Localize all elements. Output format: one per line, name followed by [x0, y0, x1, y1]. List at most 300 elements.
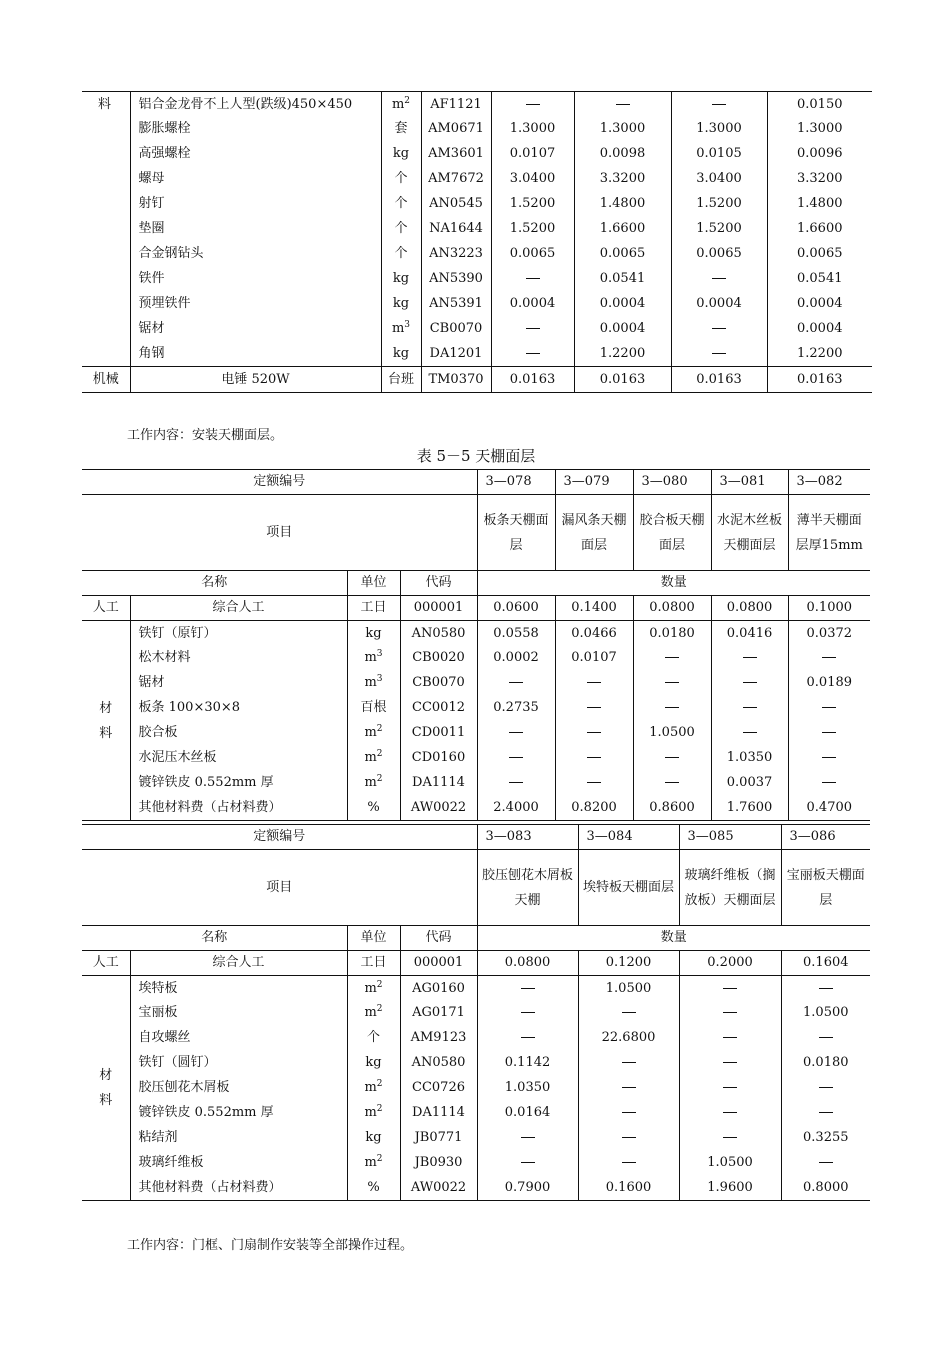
value-cell: [477, 671, 555, 696]
value-cell: 0.0065: [767, 242, 872, 267]
material-name: 铝合金龙骨不上人型(跌级)450×450: [130, 92, 381, 117]
quota-code: 3—081: [711, 470, 788, 495]
value-cell: 0.0004: [767, 292, 872, 317]
unit-cell: kg: [347, 1126, 400, 1151]
table-row: [82, 267, 872, 292]
unit-cell: $m^2$: [347, 1001, 400, 1026]
value-cell: [671, 92, 767, 117]
dash-mark: [822, 782, 836, 783]
dash-mark: [587, 682, 601, 683]
dash-mark: [822, 757, 836, 758]
table-row: [82, 796, 870, 821]
material-name: 其他材料费（占材料费）: [130, 796, 347, 821]
value-cell: [781, 1101, 870, 1126]
value-cell: 1.2200: [574, 342, 671, 367]
code-cell: 000001: [400, 951, 477, 976]
value-cell: [671, 267, 767, 292]
dash-mark: [822, 707, 836, 708]
dash-mark: [822, 732, 836, 733]
table-row: [82, 1176, 870, 1201]
item-description: 埃特板天棚面层: [578, 850, 679, 926]
value-cell: [679, 1051, 781, 1076]
dash-mark: [622, 1112, 636, 1113]
value-cell: 1.3000: [767, 117, 872, 142]
unit-cell: 个: [381, 167, 421, 192]
table-row: [82, 317, 872, 342]
code-cell: AN3223: [421, 242, 491, 267]
material-name: 角钢: [130, 342, 381, 367]
material-name: 预埋铁件: [130, 292, 381, 317]
value-cell: [633, 696, 711, 721]
category-cell: 人工: [82, 596, 130, 621]
category-cell: 人工: [82, 951, 130, 976]
value-cell: [574, 92, 671, 117]
dash-mark: [509, 782, 523, 783]
code-cell: AF1121: [421, 92, 491, 117]
value-cell: [578, 1101, 679, 1126]
value-cell: [711, 646, 788, 671]
value-cell: 3.3200: [767, 167, 872, 192]
dash-mark: [665, 657, 679, 658]
unit-cell: 百根: [347, 696, 400, 721]
value-cell: 0.7900: [477, 1176, 578, 1201]
code-cell: CB0070: [421, 317, 491, 342]
unit-cell: kg: [347, 1051, 400, 1076]
value-cell: 0.1000: [788, 596, 870, 621]
value-cell: 0.0372: [788, 621, 870, 646]
value-cell: [679, 1101, 781, 1126]
dash-mark: [587, 757, 601, 758]
value-cell: [633, 671, 711, 696]
code-cell: CC0726: [400, 1076, 477, 1101]
table-row: [82, 1051, 870, 1076]
dash-mark: [712, 104, 726, 105]
item-description: 漏风条天棚面层: [555, 495, 633, 571]
value-cell: 0.0558: [477, 621, 555, 646]
unit-cell: $m^2$: [347, 976, 400, 1001]
dash-mark: [509, 757, 523, 758]
dash-mark: [822, 657, 836, 658]
code-cell: AN5391: [421, 292, 491, 317]
value-cell: 1.0500: [578, 976, 679, 1001]
item-description: 水泥木丝板天棚面层: [711, 495, 788, 571]
column-header-row: [82, 571, 870, 596]
value-cell: 0.0163: [767, 367, 872, 393]
value-cell: [788, 646, 870, 671]
material-category-label: 材 料: [99, 1068, 113, 1108]
table-row: [82, 696, 870, 721]
category-cell: 机械: [82, 367, 130, 393]
labor-row: [82, 951, 870, 976]
category-cell: [82, 317, 130, 342]
material-name: 胶压刨花木屑板: [130, 1076, 347, 1101]
value-cell: 3.0400: [671, 167, 767, 192]
unit-cell: $m^3$: [381, 317, 421, 342]
code-cell: JB0771: [400, 1126, 477, 1151]
quota-code: 3—080: [633, 470, 711, 495]
material-name: 锯材: [130, 671, 347, 696]
quota-code: 3—079: [555, 470, 633, 495]
unit-cell: $m^3$: [347, 646, 400, 671]
value-cell: 1.3000: [491, 117, 574, 142]
table-row: [82, 1151, 870, 1176]
dash-mark: [622, 1162, 636, 1163]
code-cell: CD0011: [400, 721, 477, 746]
dash-mark: [521, 1137, 535, 1138]
table-row: [82, 976, 870, 1001]
value-cell: 1.5200: [491, 217, 574, 242]
material-name: 松木材料: [130, 646, 347, 671]
quota-code: 3—082: [788, 470, 870, 495]
material-name: 玻璃纤维板: [130, 1151, 347, 1176]
code-cell: CD0160: [400, 746, 477, 771]
code-cell: AM7672: [421, 167, 491, 192]
material-name: 镀锌铁皮 0.552mm 厚: [130, 1101, 347, 1126]
value-cell: [477, 1126, 578, 1151]
value-cell: [477, 771, 555, 796]
table-row: [82, 367, 872, 393]
item-description: 胶合板天棚面层: [633, 495, 711, 571]
value-cell: 1.0500: [633, 721, 711, 746]
dash-mark: [521, 1037, 535, 1038]
value-cell: 0.0107: [491, 142, 574, 167]
value-cell: 0.0096: [767, 142, 872, 167]
unit-cell: $m^2$: [347, 1101, 400, 1126]
material-name: 综合人工: [130, 596, 347, 621]
code-cell: AM0671: [421, 117, 491, 142]
value-cell: 1.6600: [767, 217, 872, 242]
value-cell: 0.0004: [574, 292, 671, 317]
value-cell: [477, 1151, 578, 1176]
quota-code: 3—084: [578, 825, 679, 850]
category-cell: [82, 167, 130, 192]
value-cell: [711, 721, 788, 746]
value-cell: 0.0800: [477, 951, 578, 976]
value-cell: 0.0163: [574, 367, 671, 393]
dash-mark: [712, 328, 726, 329]
value-cell: [788, 696, 870, 721]
dash-mark: [819, 1037, 833, 1038]
value-cell: [578, 1126, 679, 1151]
value-cell: 0.4700: [788, 796, 870, 821]
unit-cell: 个: [381, 242, 421, 267]
item-description: 玻璃纤维板（搁放板）天棚面层: [679, 850, 781, 926]
code-cell: AW0022: [400, 1176, 477, 1201]
value-cell: [555, 696, 633, 721]
value-cell: 0.3255: [781, 1126, 870, 1151]
material-name: 铁件: [130, 267, 381, 292]
value-cell: 0.0065: [491, 242, 574, 267]
quota-number-label: 定额编号: [82, 825, 477, 850]
unit-cell: $m^3$: [347, 671, 400, 696]
value-cell: 1.5200: [671, 217, 767, 242]
value-cell: 0.0180: [781, 1051, 870, 1076]
dash-mark: [743, 707, 757, 708]
unit-cell: kg: [381, 342, 421, 367]
value-cell: 0.2000: [679, 951, 781, 976]
table-row: [82, 746, 870, 771]
table-row: [82, 192, 872, 217]
category-cell: [82, 267, 130, 292]
quantity-header: 数量: [477, 571, 870, 596]
value-cell: 0.8200: [555, 796, 633, 821]
table-row: [82, 771, 870, 796]
table-row: [82, 1076, 870, 1101]
quota-number-label: 定额编号: [82, 470, 477, 495]
category-cell: [82, 117, 130, 142]
unit-cell: kg: [381, 267, 421, 292]
value-cell: 0.0004: [574, 317, 671, 342]
item-description: 宝丽板天棚面层: [781, 850, 870, 926]
dash-mark: [526, 104, 540, 105]
value-cell: 0.0004: [491, 292, 574, 317]
item-label: 项目: [82, 495, 477, 571]
value-cell: [671, 317, 767, 342]
value-cell: [578, 1001, 679, 1026]
value-cell: [555, 671, 633, 696]
value-cell: 0.0416: [711, 621, 788, 646]
material-name: 综合人工: [130, 951, 347, 976]
value-cell: [491, 342, 574, 367]
value-cell: 0.1142: [477, 1051, 578, 1076]
category-cell: [82, 292, 130, 317]
table-caption: 表 5－5 天棚面层: [416, 447, 536, 465]
dash-mark: [665, 707, 679, 708]
table-row: [82, 167, 872, 192]
dash-mark: [521, 988, 535, 989]
dash-mark: [587, 707, 601, 708]
value-cell: 0.0541: [574, 267, 671, 292]
material-name: 膨胀螺栓: [130, 117, 381, 142]
value-cell: 1.2200: [767, 342, 872, 367]
value-cell: 0.0600: [477, 596, 555, 621]
value-cell: 0.1200: [578, 951, 679, 976]
value-cell: [781, 976, 870, 1001]
value-cell: 0.8600: [633, 796, 711, 821]
value-cell: 0.0098: [574, 142, 671, 167]
dash-mark: [587, 782, 601, 783]
dash-mark: [819, 1162, 833, 1163]
value-cell: 1.4800: [767, 192, 872, 217]
value-cell: 0.1400: [555, 596, 633, 621]
value-cell: 1.0350: [711, 746, 788, 771]
material-name: 锯材: [130, 317, 381, 342]
value-cell: 0.0037: [711, 771, 788, 796]
value-cell: [781, 1076, 870, 1101]
material-name: 高强螺栓: [130, 142, 381, 167]
value-cell: [578, 1076, 679, 1101]
code-cell: TM0370: [421, 367, 491, 393]
dash-mark: [723, 1037, 737, 1038]
value-cell: 1.3000: [671, 117, 767, 142]
code-cell: 000001: [400, 596, 477, 621]
table-row: [82, 217, 872, 242]
quota-code: 3—078: [477, 470, 555, 495]
material-name: 螺母: [130, 167, 381, 192]
work-content-note: 工作内容：安装天棚面层。: [127, 428, 284, 443]
material-name: 镀锌铁皮 0.552mm 厚: [130, 771, 347, 796]
value-cell: [781, 1151, 870, 1176]
dash-mark: [723, 1087, 737, 1088]
item-label: 项目: [82, 850, 477, 926]
value-cell: 0.0800: [633, 596, 711, 621]
quota-number-row: [82, 825, 870, 850]
value-cell: 0.0466: [555, 621, 633, 646]
category-cell: [82, 217, 130, 242]
dash-mark: [712, 278, 726, 279]
value-cell: [788, 771, 870, 796]
dash-mark: [616, 104, 630, 105]
value-cell: [491, 267, 574, 292]
dash-mark: [712, 353, 726, 354]
table-row: [82, 1001, 870, 1026]
value-cell: [555, 746, 633, 771]
unit-cell: 个: [347, 1026, 400, 1051]
dash-mark: [723, 1137, 737, 1138]
value-cell: 0.2735: [477, 696, 555, 721]
material-name: 铁钉（原钉）: [130, 621, 347, 646]
value-cell: [679, 976, 781, 1001]
value-cell: [633, 646, 711, 671]
material-name: 自攻螺丝: [130, 1026, 347, 1051]
dash-mark: [509, 682, 523, 683]
material-name: 射钉: [130, 192, 381, 217]
value-cell: 0.0004: [671, 292, 767, 317]
code-cell: AM3601: [421, 142, 491, 167]
value-cell: 0.0164: [477, 1101, 578, 1126]
code-cell: AG0171: [400, 1001, 477, 1026]
dash-mark: [587, 732, 601, 733]
value-cell: [781, 1026, 870, 1051]
table-row: [82, 242, 872, 267]
value-cell: [578, 1051, 679, 1076]
value-cell: 0.0107: [555, 646, 633, 671]
code-cell: AW0022: [400, 796, 477, 821]
code-cell: DA1114: [400, 771, 477, 796]
dash-mark: [743, 732, 757, 733]
table-row: [82, 621, 870, 646]
table-row: [82, 1126, 870, 1151]
dash-mark: [743, 657, 757, 658]
item-description: 胶压刨花木屑板天棚: [477, 850, 578, 926]
value-cell: [555, 721, 633, 746]
value-cell: 0.0800: [711, 596, 788, 621]
dash-mark: [521, 1162, 535, 1163]
code-cell: CC0012: [400, 696, 477, 721]
dash-mark: [743, 682, 757, 683]
unit-cell: kg: [381, 142, 421, 167]
materials-continuation-table: [82, 91, 872, 393]
work-content-note-2: 工作内容：门框、门扇制作安装等全部操作过程。: [127, 1238, 414, 1253]
value-cell: 1.4800: [574, 192, 671, 217]
dash-mark: [526, 278, 540, 279]
unit-cell: 套: [381, 117, 421, 142]
code-cell: DA1201: [421, 342, 491, 367]
column-header-row: [82, 926, 870, 951]
table-row: [82, 721, 870, 746]
table-row: [82, 92, 872, 117]
unit-cell: 个: [381, 217, 421, 242]
value-cell: [679, 1026, 781, 1051]
value-cell: 0.0150: [767, 92, 872, 117]
quota-code: 3—085: [679, 825, 781, 850]
dash-mark: [665, 782, 679, 783]
dash-mark: [723, 988, 737, 989]
value-cell: [555, 771, 633, 796]
code-cell: AN0580: [400, 1051, 477, 1076]
unit-cell: $m^2$: [347, 721, 400, 746]
dash-mark: [526, 353, 540, 354]
category-cell: [82, 192, 130, 217]
labor-row: [82, 596, 870, 621]
value-cell: 0.0163: [671, 367, 767, 393]
material-name: 板条 100×30×8: [130, 696, 347, 721]
value-cell: 0.1604: [781, 951, 870, 976]
material-category-label: 材 料: [99, 700, 113, 741]
item-row: [82, 495, 870, 571]
value-cell: 1.3000: [574, 117, 671, 142]
category-cell: [82, 621, 130, 821]
value-cell: 0.0163: [491, 367, 574, 393]
code-cell: CB0070: [400, 671, 477, 696]
code-cell: AN0545: [421, 192, 491, 217]
value-cell: 0.0002: [477, 646, 555, 671]
value-cell: [633, 746, 711, 771]
unit-cell: $m^2$: [347, 1151, 400, 1176]
value-cell: 3.0400: [491, 167, 574, 192]
unit-header: 单位: [347, 926, 400, 951]
dash-mark: [723, 1012, 737, 1013]
material-name: 铁钉（圆钉）: [130, 1051, 347, 1076]
dash-mark: [723, 1062, 737, 1063]
value-cell: [671, 342, 767, 367]
material-name: 其他材料费（占材料费）: [130, 1176, 347, 1201]
value-cell: [477, 721, 555, 746]
value-cell: 1.6600: [574, 217, 671, 242]
category-cell: [82, 976, 130, 1201]
dash-mark: [819, 988, 833, 989]
dash-mark: [819, 1087, 833, 1088]
material-name: 水泥压木丝板: [130, 746, 347, 771]
value-cell: [711, 671, 788, 696]
value-cell: 3.3200: [574, 167, 671, 192]
name-header: 名称: [82, 926, 347, 951]
material-name: 胶合板: [130, 721, 347, 746]
value-cell: 2.4000: [477, 796, 555, 821]
value-cell: 0.0189: [788, 671, 870, 696]
item-description: 板条天棚面层: [477, 495, 555, 571]
category-cell: [82, 342, 130, 367]
material-name: 埃特板: [130, 976, 347, 1001]
value-cell: 1.5200: [491, 192, 574, 217]
code-cell: NA1644: [421, 217, 491, 242]
material-name: 电锤 520W: [130, 367, 381, 393]
table-row: [82, 1026, 870, 1051]
quota-code: 3—083: [477, 825, 578, 850]
item-description: 薄半天棚面层厚15mm: [788, 495, 870, 571]
table-row: [82, 117, 872, 142]
code-cell: CB0020: [400, 646, 477, 671]
value-cell: [578, 1151, 679, 1176]
value-cell: 1.7600: [711, 796, 788, 821]
value-cell: [711, 696, 788, 721]
dash-mark: [509, 732, 523, 733]
value-cell: 0.1600: [578, 1176, 679, 1201]
table-row: [82, 1101, 870, 1126]
value-cell: [679, 1001, 781, 1026]
unit-cell: $m^2$: [347, 771, 400, 796]
quota-number-row: [82, 470, 870, 495]
